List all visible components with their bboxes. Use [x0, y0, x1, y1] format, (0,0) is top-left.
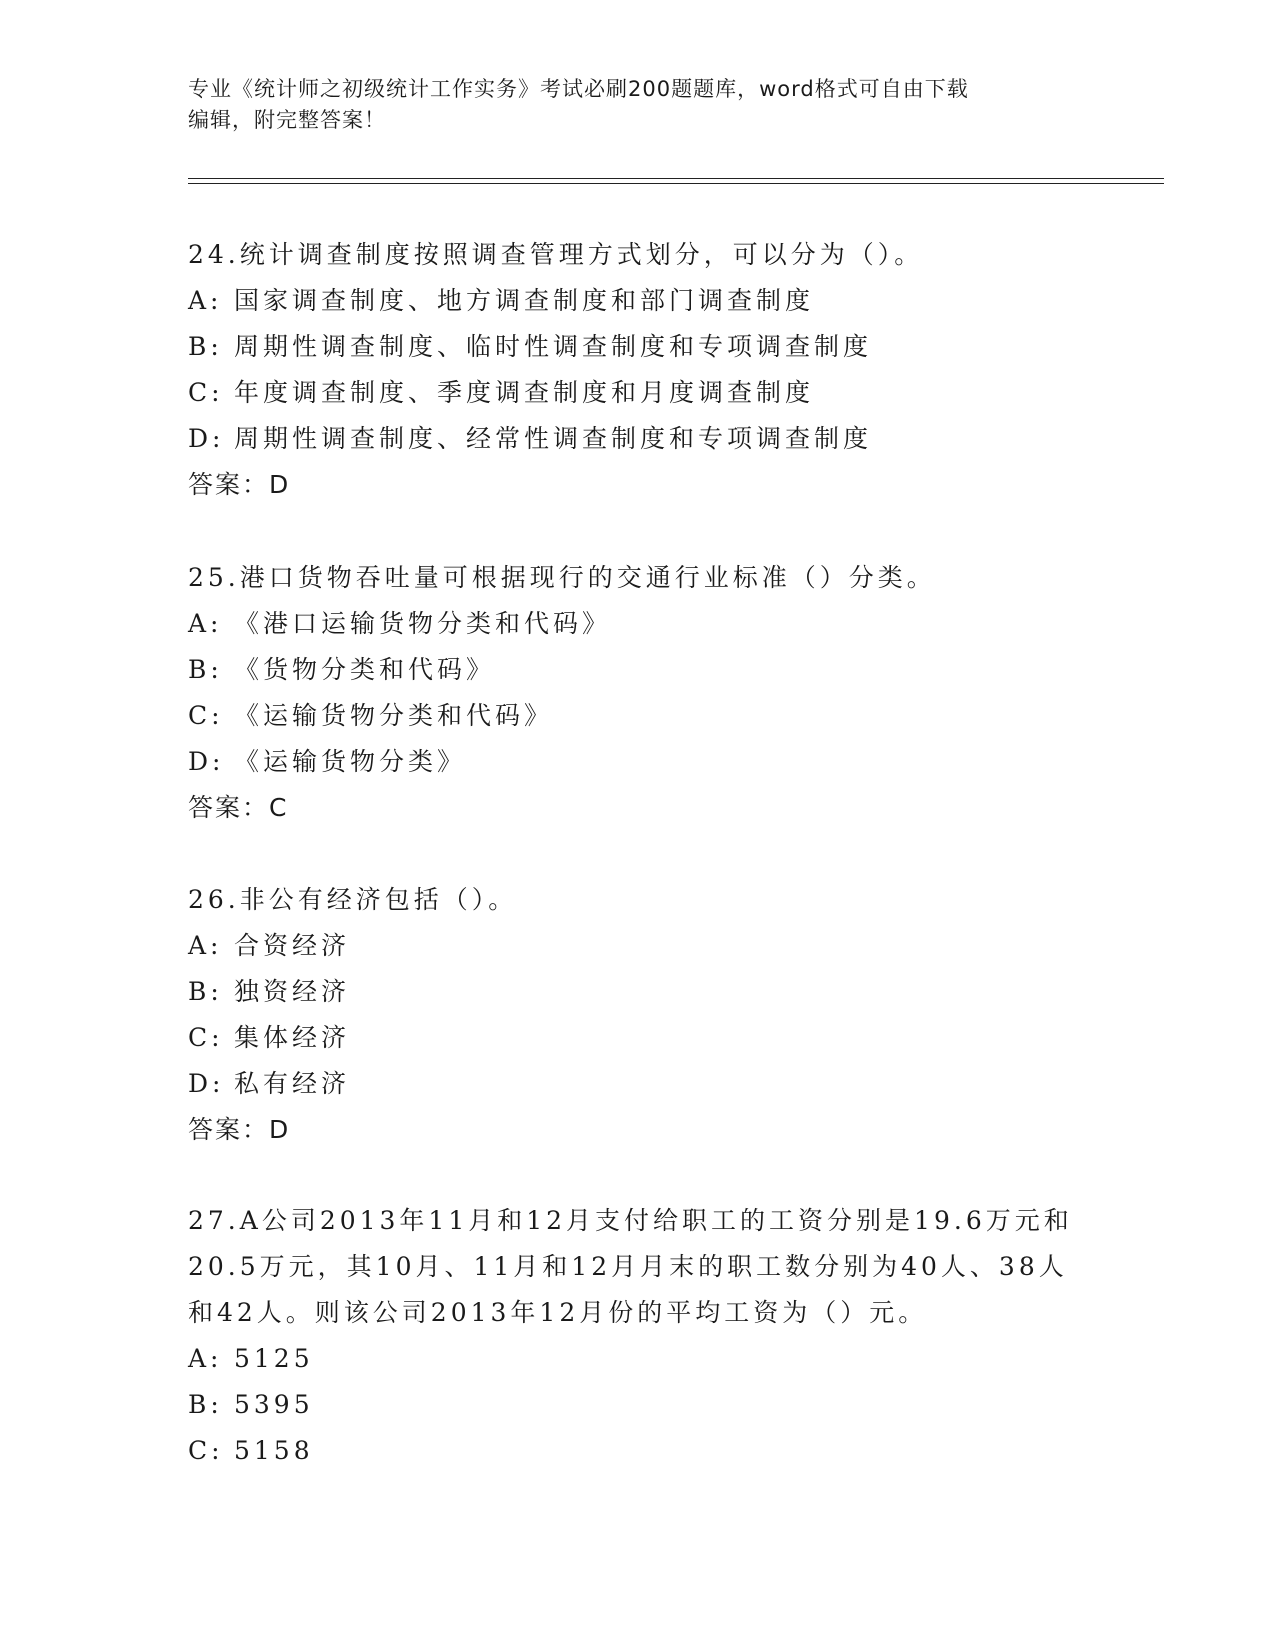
- question-stem: 25.港口货物吞吐量可根据现行的交通行业标准（）分类。: [188, 563, 936, 592]
- option-text: 独资经济: [234, 977, 351, 1006]
- option-a: [188, 923, 1088, 969]
- option-text: 私有经济: [234, 1069, 351, 1098]
- option-a: [188, 278, 1088, 324]
- option-text: 集体经济: [234, 1023, 351, 1052]
- answer: 答案：C: [188, 793, 289, 822]
- option-key: B:: [188, 332, 223, 361]
- option-key: B:: [188, 1390, 223, 1419]
- option-key: D:: [188, 747, 225, 776]
- question-stem: 24.统计调查制度按照调查管理方式划分，可以分为（）。: [188, 240, 924, 269]
- option-key: D:: [188, 424, 225, 453]
- option-text: 《运输货物分类》: [234, 747, 467, 776]
- option-d: [188, 416, 1088, 462]
- question-26: [188, 877, 1088, 1153]
- question-25: [188, 555, 1088, 831]
- option-key: B:: [188, 977, 223, 1006]
- option-key: C:: [188, 1023, 224, 1052]
- option-c: [188, 1428, 1088, 1474]
- header-line-2: 编辑，附完整答案！: [188, 108, 386, 132]
- option-key: C:: [188, 701, 224, 730]
- option-d: [188, 739, 1088, 785]
- option-key: B:: [188, 655, 223, 684]
- option-text: 《运输货物分类和代码》: [234, 701, 554, 730]
- option-c: [188, 1015, 1088, 1061]
- option-b: [188, 324, 1088, 370]
- option-text: 周期性调查制度、经常性调查制度和专项调查制度: [234, 424, 873, 453]
- option-key: D:: [188, 1069, 225, 1098]
- option-key: C:: [188, 1436, 224, 1465]
- option-key: A:: [188, 1344, 223, 1373]
- answer: 答案：D: [188, 470, 291, 499]
- question-27: [188, 1198, 1088, 1474]
- option-text: 《货物分类和代码》: [234, 655, 496, 684]
- option-key: A:: [188, 609, 223, 638]
- option-b: [188, 969, 1088, 1015]
- question-stem-line-1: 27.A公司2013年11月和12月支付给职工的工资分别是19.6万元和: [188, 1206, 1073, 1235]
- option-text: 年度调查制度、季度调查制度和月度调查制度: [234, 378, 815, 407]
- answer: 答案：D: [188, 1115, 291, 1144]
- option-key: A:: [188, 931, 223, 960]
- option-d: [188, 1061, 1088, 1107]
- option-text: 5125: [234, 1344, 314, 1373]
- option-text: 5395: [234, 1390, 314, 1419]
- question-stem-line-3: 和42人。则该公司2013年12月份的平均工资为（）元。: [188, 1298, 928, 1327]
- option-text: 国家调查制度、地方调查制度和部门调查制度: [234, 286, 815, 315]
- option-b: [188, 647, 1088, 693]
- header-line-1: 专业《统计师之初级统计工作实务》考试必刷200题题库，word格式可自由下载: [188, 77, 969, 101]
- question-stem-line-2: 20.5万元，其10月、11月和12月月末的职工数分别为40人、38人: [188, 1252, 1068, 1281]
- option-a: [188, 601, 1088, 647]
- option-text: 周期性调查制度、临时性调查制度和专项调查制度: [234, 332, 873, 361]
- option-a: [188, 1336, 1088, 1382]
- option-key: C:: [188, 378, 224, 407]
- option-key: A:: [188, 286, 223, 315]
- option-text: 5158: [234, 1436, 314, 1465]
- option-c: [188, 693, 1088, 739]
- option-c: [188, 370, 1088, 416]
- question-stem: 26.非公有经济包括（）。: [188, 885, 518, 914]
- header-divider-bottom: [188, 183, 1164, 184]
- question-24: [188, 232, 1088, 508]
- option-b: [188, 1382, 1088, 1428]
- option-text: 《港口运输货物分类和代码》: [234, 609, 612, 638]
- document-header: [188, 74, 1068, 136]
- option-text: 合资经济: [234, 931, 351, 960]
- header-divider-top: [188, 178, 1164, 179]
